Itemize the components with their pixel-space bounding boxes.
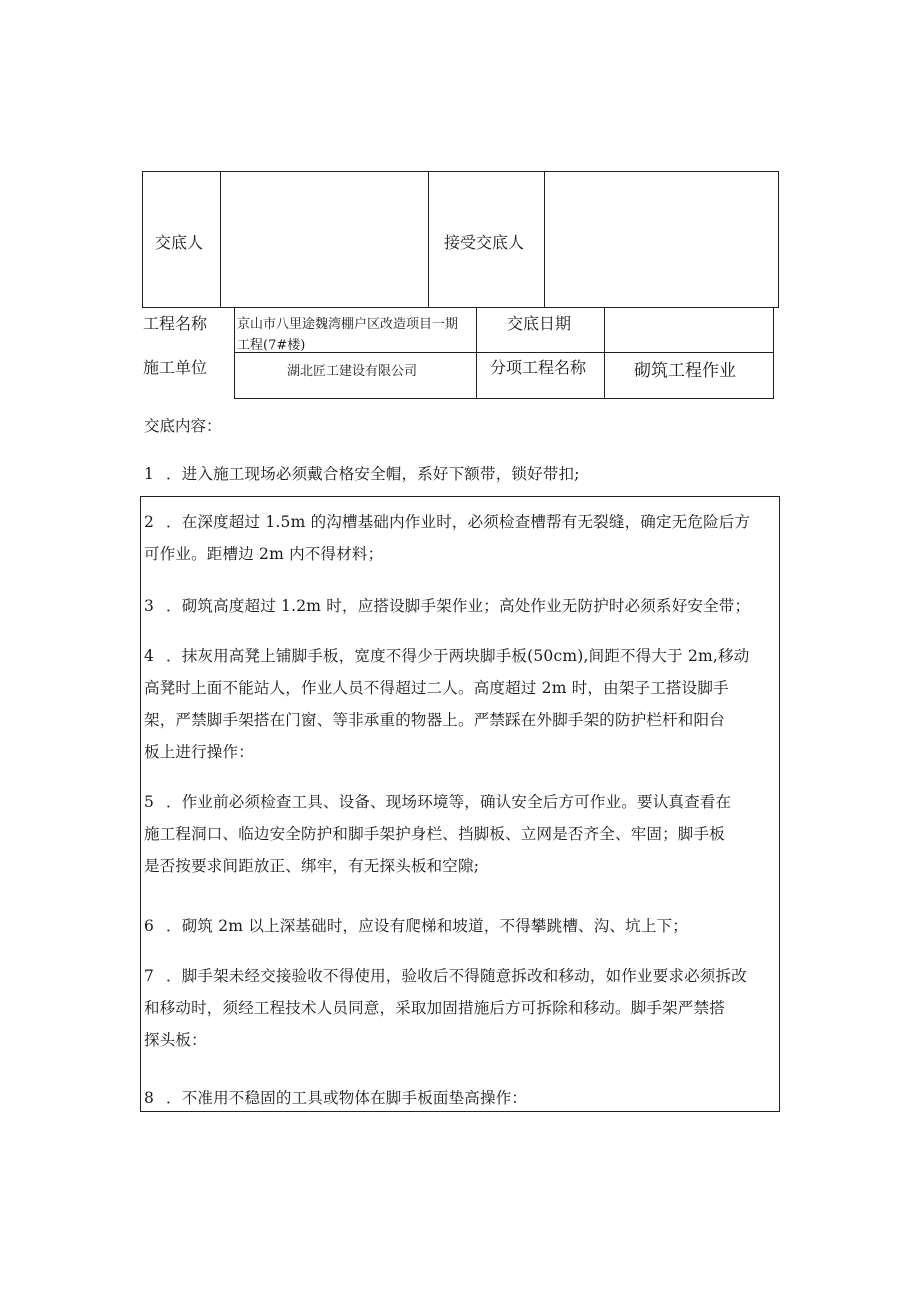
list-item: 3 ．砌筑高度超过 1.2m 时，应搭设脚手架作业；高处作业无防护时必须系好安全带；: [144, 597, 751, 615]
presenter-signature-field[interactable]: [222, 173, 426, 305]
content-heading: 交底内容：: [144, 417, 222, 435]
subitem-value: 砌筑工程作业: [634, 361, 736, 381]
project-name-value-line2: 工程(7#楼): [237, 338, 306, 353]
project-name-value-line1: 京山市八里途魏湾棚户区改造项目一期: [237, 317, 459, 332]
date-label: 交底日期: [507, 314, 572, 333]
presenter-label: 交底人: [155, 233, 204, 252]
list-item: 4 ．抹灰用高凳上铺脚手板，宽度不得少于两块脚手板(50cm),间距不得大于 2m,移动 高凳时上面不能站人，作业人员不得超过二人。高度超过 2m 时，由架子工搭设脚手 架，严禁脚手架搭在门窗、等非承重的物器上。严禁踩在外脚手架的防护栏杆和阳台 板上进行操作：: [144, 647, 750, 761]
project-name-label: 工程名称: [143, 314, 208, 333]
list-item: 1 ．进入施工现场必须戴合格安全帽，系好下额带，锁好带扣;: [144, 465, 580, 483]
receiver-signature-field[interactable]: [546, 173, 776, 305]
list-item: 7 ．脚手架未经交接验收不得使用，验收后不得随意拆改和移动，如作业要求必须拆改 和移动时，须经工程技术人员同意，采取加固措施后方可拆除和移动。脚手架严禁搭 探头板：: [144, 967, 747, 1049]
list-item: 5 ．作业前必须检查工具、设备、现场环境等，确认安全后方可作业。要认真查看在 施工程洞口、临边安全防护和脚手架护身栏、挡脚板、立网是否齐全、牢固；脚手板 是否按要求间距放正、绑牢，有无探头板和空隙;: [144, 793, 732, 875]
construction-unit-value: 湖北匠工建设有限公司: [287, 364, 418, 379]
list-item: 2 ．在深度超过 1.5m 的沟槽基础内作业时，必须检查槽帮有无裂缝，确定无危险后方 可作业。距槽边 2m 内不得材料；: [144, 513, 751, 563]
receiver-label: 接受交底人: [444, 233, 525, 252]
date-field[interactable]: [606, 309, 771, 350]
construction-unit-label: 施工单位: [143, 358, 208, 377]
list-item: 8 ．不准用不稳固的工具或物体在脚手板面垫高操作：: [144, 1089, 528, 1107]
list-item: 6 ．砌筑 2m 以上深基础时，应设有爬梯和坡道，不得攀跳槽、沟、坑上下；: [144, 917, 688, 935]
subitem-label: 分项工程名称: [490, 358, 587, 377]
